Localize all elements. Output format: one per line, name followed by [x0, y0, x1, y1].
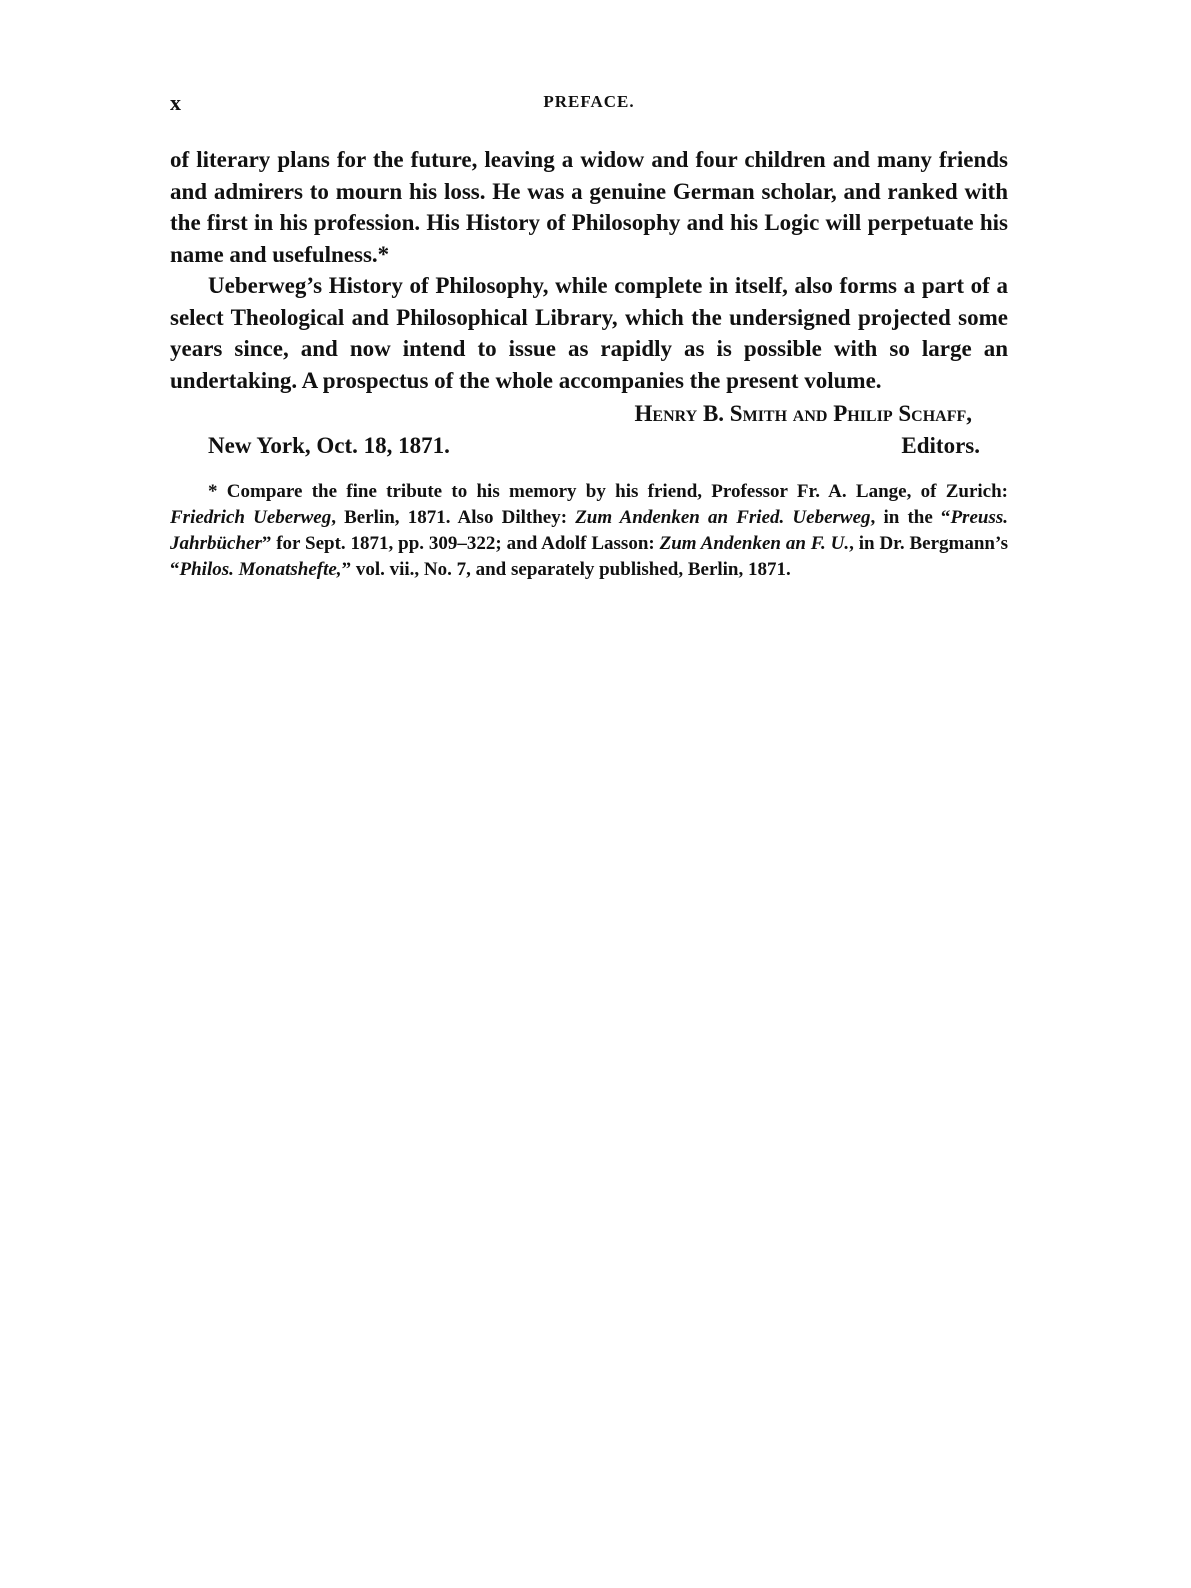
- footnote-segment: , in the “: [870, 507, 951, 528]
- editors-role: Editors.: [901, 432, 980, 458]
- running-head: [170, 88, 1008, 118]
- paragraph-continued: of literary plans for the future, leaving a widow and four children and many friends and admirers to mourn his loss. He was a genuine German scholar, and ranked with the first in his profession. His History of Philosophy and his Logic will perpetuate his name and usefulness.*: [170, 147, 1008, 267]
- footnote-segment: , in Dr. Bergmann’s “: [170, 533, 1008, 580]
- footnote-title: Zum Andenken an F. U.: [659, 533, 850, 554]
- place-date: New York, Oct. 18, 1871.: [208, 432, 450, 458]
- footnote-segment: ” for Sept. 1871, pp. 309–322; and Adolf Lasson:: [261, 533, 660, 554]
- paragraph-library: Ueberweg’s History of Philosophy, while complete in itself, also forms a part of a select Theological and Philosophical Library, which the undersigned projected some years since, and now intend to issue as rapidly as is possible with so large an undertaking. A prospectus of the whole accompanies the present volume.: [170, 273, 1008, 393]
- document-page: [170, 88, 1008, 583]
- footnote-text: [170, 479, 1008, 583]
- footnote-title: Zum Andenken an Fried. Ueberweg: [575, 507, 871, 528]
- body-text: [170, 144, 1008, 396]
- place-date-row: [170, 430, 1008, 462]
- footnote-title: Philos. Monatshefte,: [179, 559, 342, 580]
- footnote-segment: , Berlin, 1871. Also Dilthey:: [331, 507, 576, 528]
- editors-signature: Henry B. Smith and Philip Schaff,: [634, 401, 972, 426]
- footnote-title: Preuss. Jahrbücher: [170, 507, 1008, 554]
- footnote-segment: * Compare the fine tribute to his memory by his friend, Professor Fr. A. Lange, of Zurich:: [208, 481, 1008, 502]
- running-title: PREFACE.: [543, 92, 635, 111]
- footnote-segment: ” vol. vii., No. 7, and separately published, Berlin, 1871.: [341, 559, 791, 580]
- footnote: [170, 479, 1008, 583]
- page-number: x: [170, 90, 182, 115]
- footnote-title: Friedrich Ueberweg: [170, 507, 332, 528]
